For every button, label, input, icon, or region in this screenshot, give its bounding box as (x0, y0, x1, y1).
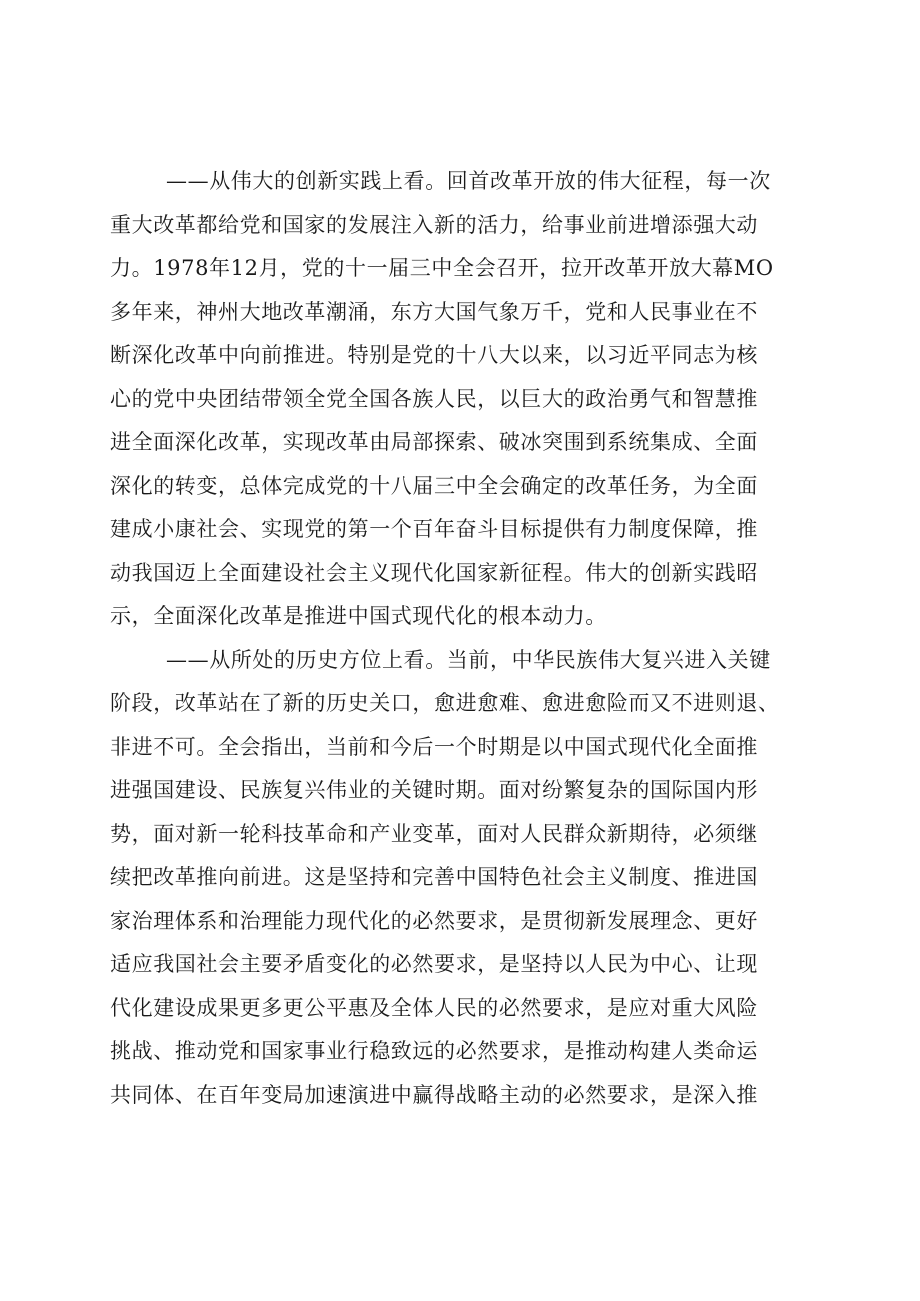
document-body (110, 160, 830, 1117)
paragraph-line: 力。1978年12月，党的十一届三中全会召开，拉开改革开放大幕MO (110, 256, 774, 280)
paragraph-line: 进全面深化改革，实现改革由局部探索、破冰突围到系统集成、全面 (110, 430, 758, 454)
paragraph-line: ——从伟大的创新实践上看。回首改革开放的伟大征程，每一次 (166, 169, 771, 193)
paragraph-line: 势，面对新一轮科技革命和产业变革，面对人民群众新期待，必须继 (110, 821, 758, 846)
paragraph-line: 共同体、在百年变局加速演进中赢得战略主动的必然要求，是深入推 (110, 1082, 758, 1107)
paragraph-line: 家治理体系和治理能力现代化的必然要求，是贯彻新发展理念、更好 (110, 908, 758, 933)
paragraph-line: 示，全面深化改革是推进中国式现代化的根本动力。 (110, 604, 607, 628)
paragraph-line: 代化建设成果更多更公平惠及全体人民的必然要求，是应对重大风险 (110, 995, 758, 1020)
paragraph-line: 续把改革推向前进。这是坚持和完善中国特色社会主义制度、推进国 (110, 865, 758, 889)
paragraph-line: 动我国迈上全面建设社会主义现代化国家新征程。伟大的创新实践昭 (110, 560, 758, 585)
paragraph-line: 非进不可。全会指出，当前和今后一个时期是以中国式现代化全面推 (110, 734, 758, 759)
paragraph-line: 重大改革都给党和国家的发展注入新的活力，给事业前进增添强大动 (110, 212, 758, 237)
paragraph-line: 建成小康社会、实现党的第一个百年奋斗目标提供有力制度保障，推 (110, 517, 758, 541)
paragraph-line: 深化的转变，总体完成党的十八届三中全会确定的改革任务，为全面 (110, 473, 758, 498)
paragraph-line: 挑战、推动党和国家事业行稳致远的必然要求，是推动构建人类命运 (110, 1039, 758, 1063)
paragraph-line: 多年来，神州大地改革潮涌，东方大国气象万千，党和人民事业在不 (110, 299, 758, 324)
paragraph-line: 适应我国社会主要矛盾变化的必然要求，是坚持以人民为中心、让现 (110, 952, 758, 976)
paragraph-line: ——从所处的历史方位上看。当前，中华民族伟大复兴进入关键 (166, 647, 771, 672)
paragraph-line: 阶段，改革站在了新的历史关口，愈进愈难、愈进愈险而又不进则退、 (110, 691, 780, 715)
paragraph-line: 心的党中央团结带领全党全国各族人民，以巨大的政治勇气和智慧推 (110, 386, 758, 411)
paragraph-line: 断深化改革中向前推进。特别是党的十八大以来，以习近平同志为核 (110, 343, 758, 367)
paragraph-line: 进强国建设、民族复兴伟业的关键时期。面对纷繁复杂的国际国内形 (110, 778, 758, 802)
